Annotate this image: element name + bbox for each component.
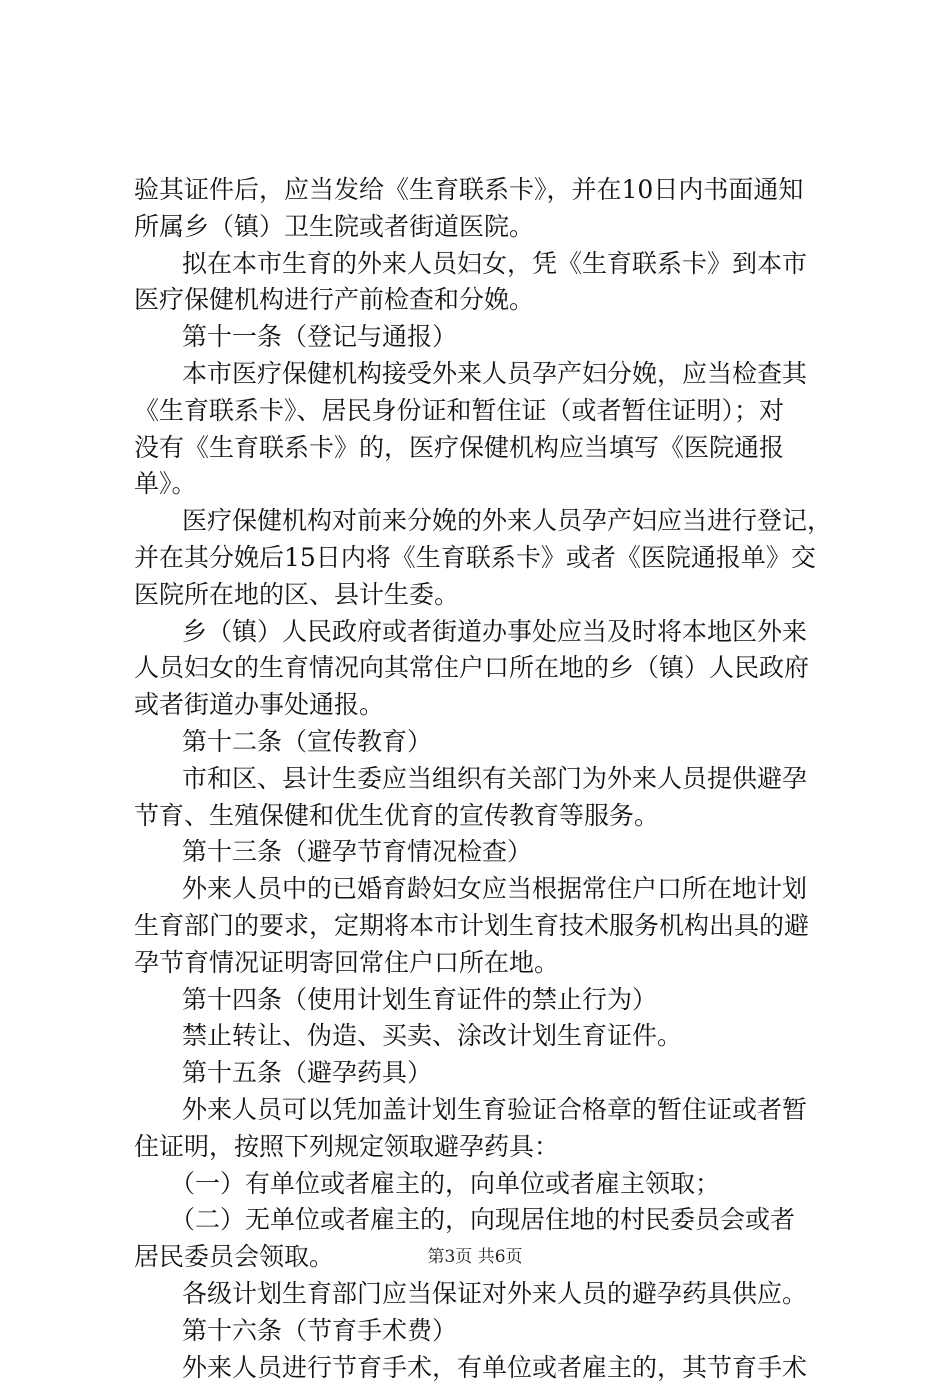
text-line: 人员妇女的生育情况向其常住户口所在地的乡（镇）人民政府 [134,650,834,687]
text-line: 没有《生育联系卡》的，医疗保健机构应当填写《医院通报 [134,430,834,467]
text-line: 生育部门的要求，定期将本市计划生育技术服务机构出具的避 [134,908,834,945]
text-line: 市和区、县计生委应当组织有关部门为外来人员提供避孕 [134,761,834,798]
text-line: 或者街道办事处通报。 [134,687,834,724]
text-line: 外来人员中的已婚育龄妇女应当根据常住户口所在地计划 [134,871,834,908]
text-line: 拟在本市生育的外来人员妇女，凭《生育联系卡》到本市 [134,246,834,283]
document-body [134,172,834,1386]
text-line: 乡（镇）人民政府或者街道办事处应当及时将本地区外来 [134,614,834,651]
text-line: 外来人员进行节育手术，有单位或者雇主的，其节育手术 [134,1350,834,1386]
text-line: 第十五条（避孕药具） [134,1055,834,1092]
text-line: 第十二条（宣传教育） [134,724,834,761]
text-line: 禁止转让、伪造、买卖、涂改计划生育证件。 [134,1018,834,1055]
text-line: 所属乡（镇）卫生院或者街道医院。 [134,209,834,246]
text-line: 住证明，按照下列规定领取避孕药具： [134,1129,834,1166]
text-line: （二）无单位或者雇主的，向现居住地的村民委员会或者 [134,1202,834,1239]
text-line: 居民委员会领取。 [134,1239,834,1276]
text-line: 各级计划生育部门应当保证对外来人员的避孕药具供应。 [134,1276,834,1313]
text-line: 医疗保健机构进行产前检查和分娩。 [134,282,834,319]
text-line: 第十四条（使用计划生育证件的禁止行为） [134,982,834,1019]
text-line: 孕节育情况证明寄回常住户口所在地。 [134,945,834,982]
text-line: 医疗保健机构对前来分娩的外来人员孕产妇应当进行登记， [134,503,834,540]
text-line: 第十一条（登记与通报） [134,319,834,356]
text-line: 第十三条（避孕节育情况检查） [134,834,834,871]
text-line: 外来人员可以凭加盖计划生育验证合格章的暂住证或者暂 [134,1092,834,1129]
page-footer: 第3页 共6页 [0,1242,950,1267]
text-line: 单》。 [134,466,834,503]
text-line: （一）有单位或者雇主的，向单位或者雇主领取； [134,1166,834,1203]
text-line: 并在其分娩后15日内将《生育联系卡》或者《医院通报单》交 [134,540,834,577]
text-line: 本市医疗保健机构接受外来人员孕产妇分娩，应当检查其 [134,356,834,393]
text-line: 验其证件后，应当发给《生育联系卡》，并在10日内书面通知 [134,172,834,209]
text-line: 节育、生殖保健和优生优育的宣传教育等服务。 [134,798,834,835]
text-line: 第十六条（节育手术费） [134,1313,834,1350]
text-line: 《生育联系卡》、居民身份证和暂住证（或者暂住证明）；对 [134,393,834,430]
text-line: 医院所在地的区、县计生委。 [134,577,834,614]
